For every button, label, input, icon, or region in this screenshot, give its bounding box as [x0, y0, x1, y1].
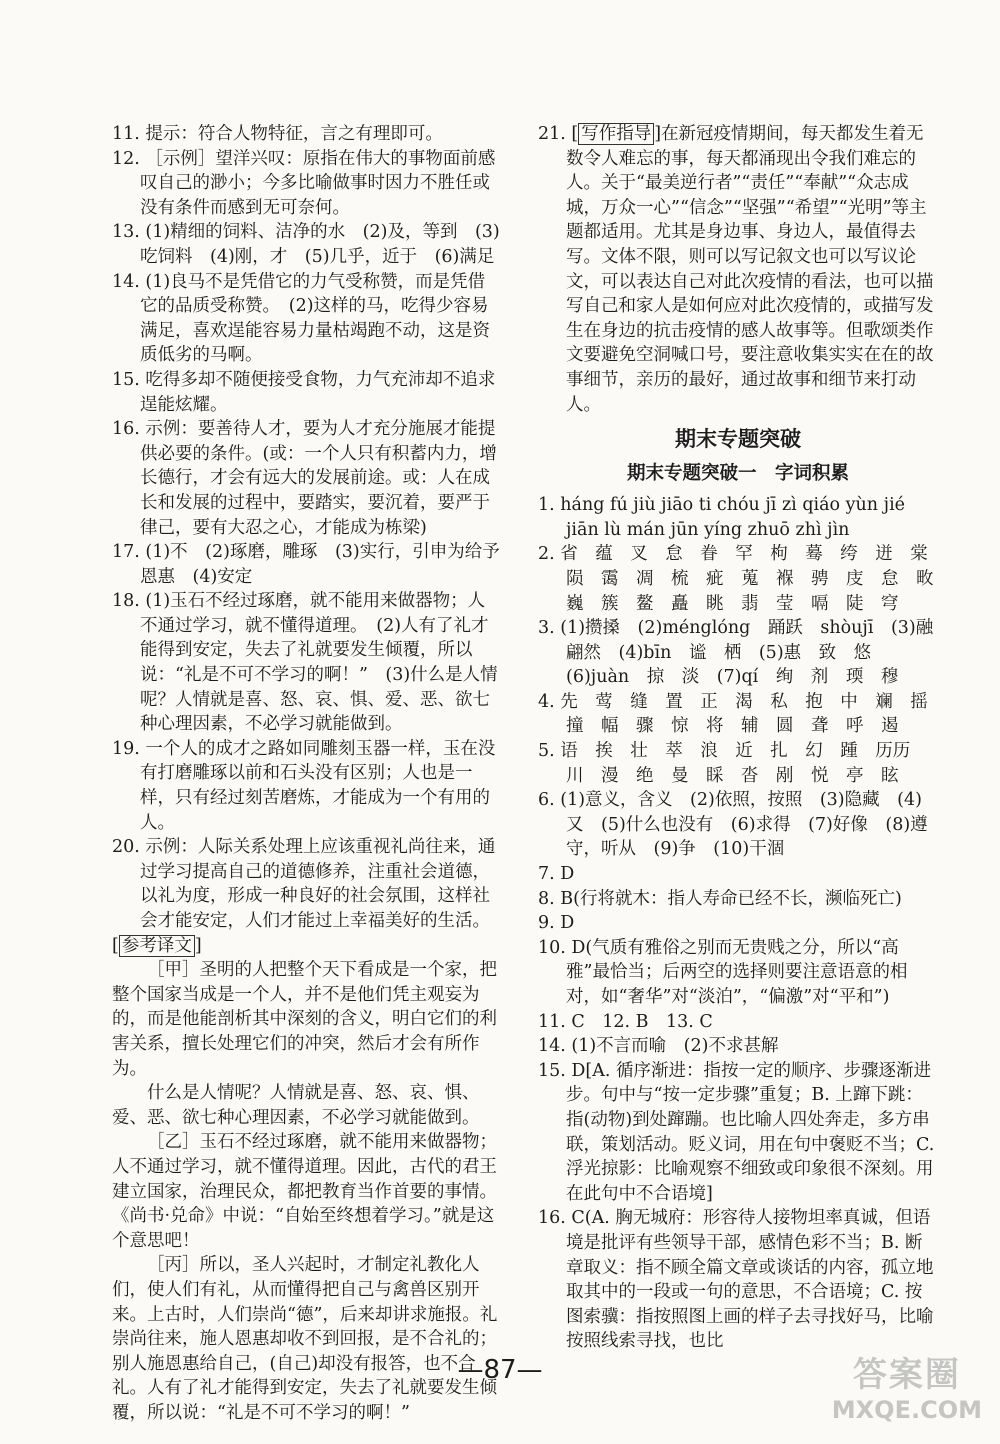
translation-paragraph: ［甲］圣明的人把整个天下看成是一个家，把整个国家当成是一个人，并不是他们凭主观妄为的，而是他能剖析其中深刻的含义，明白它们的利害关系，擅长处理它们的冲突，然后才会有所作为。: [112, 960, 497, 1079]
answer-item: 8. B(行将就木：指人寿命已经不长，濒临死亡): [538, 888, 902, 909]
page-number: —87—: [457, 1355, 543, 1385]
answer-item: 19. 一个人的成才之路如同雕刻玉器一样，玉在没有打磨雕琢以前和石头没有区别；人也是一样，只有经过刻苦磨炼，才能成为一个有用的人。: [112, 738, 496, 833]
answer-item: 14. (1)良马不是凭借它的力气受称赞，而是凭借它的品质受称赞。 (2)这样的马，吃得少容易满足，喜欢逞能容易力量枯竭跑不动，这是资质低劣的马啊。: [112, 271, 490, 366]
answer-item: 12. ［示例］望洋兴叹：原指在伟大的事物面前感叹自己的渺小；今多比喻做事时因力不胜任或没有条件而感到无可奈何。: [112, 148, 496, 218]
answer-item: 7. D: [538, 864, 575, 885]
answer-item: 18. (1)玉石不经过琢磨，就不能用来做器物；人不通过学习，就不懂得道理。 (2)人有了礼才能得到安定，失去了礼就要发生倾覆，所以说：“礼是不可不学习的啊！” (3)什么是人情呢？人情就是喜、怒、哀、惧、爱、恶、欲七种心理因素，不必学习就能做到。: [112, 591, 498, 735]
left-column: [112, 122, 502, 1425]
answer-item: 16. 示例：要善待人才，要为人才充分施展才能提供必要的条件。(或：一个人只有积蓄内力，增长德行，才会有远大的发展前途。或：人在成长和发展的过程中，要踏实，要沉着，要严于律己，要有大忍之心，才能成为栋梁): [112, 419, 497, 538]
section-title: 期末专题突破: [675, 427, 801, 452]
answer-item: 5. 语 挨 壮 萃 浪 近 扎 幻 踵 历历 川 漫 绝 曼 睬 沓 剐 悦 亭 眩: [538, 741, 928, 786]
watermark-url: MXQE.COM: [831, 1396, 982, 1424]
section-subtitle: 期末专题突破一 字词积累: [626, 463, 849, 485]
answer-item: 4. 先 莺 缝 置 正 渴 私 抱 中 斓 摇 撞 幅 骤 惊 将 辅 圆 聋 呼 遏: [538, 691, 946, 737]
translation-paragraph: ［丙］所以，圣人兴起时，才制定礼教化人们，使人们有礼，从而懂得把自己与禽兽区别开来。上古时，人们崇尚“德”，后来却讲求施报。礼崇尚往来，施人恩惠却收不到回报，是不合礼的；别人施恩惠给自己，(自己)却没有报答，也不合礼。人有了礼才能得到安定，失去了礼就要发生倾覆，所以说：“礼是不可不学习的啊！”: [112, 1255, 498, 1423]
translation-paragraph: 什么是人情呢？人情就是喜、怒、哀、惧、爱、恶、欲七种心理因素，不必学习就能做到。: [112, 1083, 480, 1128]
right-column: [538, 122, 951, 1354]
answer-item-21: 21. [ 写作指导 ]在新冠疫情期间，每天都发生着无数令人难忘的事，每天都涌现出令我们难忘的人。关于“最美逆行者”“责任”“奉献”“众志成城，万众一心”“信念”“坚强”“希望”“光明”等主题都适用。尤其是身边事、身边人，最值得去写。文体不限，则可以写记叙文也可以写议论文，可以表达自己对此次疫情的看法，也可以描写自己和家人是如何应对此次疫情的，或描写发生在身边的抗击疫情的感人故事等。但歌颂类作文要避免空洞喊口号，要注意收集实实在在的故事细节，亲历的最好，通过故事和细节来打动人。: [538, 124, 934, 415]
reference-translation-label: 参考译文: [119, 935, 195, 957]
answer-item: 13. (1)精细的饲料、洁净的水 (2)及，等到 (3)吃饲料 (4)刚，才 (5)几乎，近于 (6)满足: [112, 222, 500, 267]
answer-item: 6. (1)意义，含义 (2)依照，按照 (3)隐藏 (4)又 (5)什么也没有 (6)求得 (7)好像 (8)遵守，听从 (9)争 (10)干涸: [538, 790, 928, 860]
answer-item: 17. (1)不 (2)琢磨，雕琢 (3)实行，引申为给予恩惠 (4)安定: [112, 542, 500, 587]
answer-item: 10. D(气质有雅俗之别而无贵贱之分，所以“高雅”最恰当；后两空的选择则要注意语意的相对，如“奢华”对“淡泊”，“偏激”对“平和”): [538, 937, 908, 1007]
answer-item: 15. 吃得多却不随便接受食物，力气充沛却不追求逞能炫耀。: [112, 369, 496, 415]
answer-item: 15. D[A. 循序渐进：指按一定的顺序、步骤逐渐进步。句中与“按一定步骤”重复；B. 上蹿下跳：指(动物)到处蹿蹦。也比喻人四处奔走，多方串联，策划活动。贬义词，用在句中褒贬不当；C. 浮光掠影：比喻观察不细致或印象很不深刻。用在此句中不合语境]: [538, 1060, 935, 1204]
answer-item: 2. 省 蕴 叉 怠 眷 罕 枸 蓦 绔 迸 棠 陨 霭 凋 梳 疵 蒐 褓 骋 庋 怠 畋 巍 簇 鳌 矗 眺 翡 莹 嗝 陡 穹: [538, 544, 951, 614]
answer-item: 11. C 12. B 13. C: [538, 1011, 713, 1032]
writing-guide-label: 写作指导: [578, 123, 654, 145]
answer-item: 11. 提示：符合人物特征，言之有理即可。: [112, 124, 443, 144]
answer-item: 1. háng fú jiù jiāo ti chóu jī zì qiáo yùn jié jiān lù mán jūn yíng zhuō zhì jìn: [538, 495, 906, 540]
watermark-logo-text: 答案圈: [852, 1355, 961, 1395]
answer-item: 16. C(A. 胸无城府：形容待人接物坦率真诚，但语境是批评有些领导干部，感情色彩不当；B. 断章取义：指不顾全篇文章或谈话的内容，孤立地取其中的一段或一句的意思，不合语境；C. 按图索骥：指按照图上画的样子去寻找好马，比喻按照线索寻找，也比: [538, 1208, 934, 1352]
answer-item: 9. D: [538, 913, 575, 934]
writing-guide-text: 在新冠疫情期间，每天都发生着无数令人难忘的事，每天都涌现出令我们难忘的人。关于“最美逆行者”“责任”“奉献”“众志成城，万众一心”“信念”“坚强”“希望”“光明”等主题都适用。尤其是身边事、身边人，最值得去写。文体不限，则可以写记叙文也可以写议论文，可以表达自己对此次疫情的看法，也可以描写自己和家人是如何应对此次疫情的，或描写发生在身边的抗击疫情的感人故事等。但歌颂类作文要避免空洞喊口号，要注意收集实实在在的故事细节，亲历的最好，通过故事和细节来打动人。: [566, 124, 934, 415]
watermark-logo: [832, 1347, 982, 1424]
reference-translation-heading: [ 参考译文 ]: [112, 935, 202, 956]
translation-paragraph: ［乙］玉石不经过琢磨，就不能用来做器物；人不通过学习，就不懂得道理。因此，古代的君王建立国家，治理民众，都把教育当作首要的事情。《尚书·兑命》中说：“自始至终想着学习。”就是这个意思吧！: [112, 1132, 497, 1251]
answer-item: 20. 示例：人际关系处理上应该重视礼尚往来，通过学习提高自己的道德修养，注重社会道德，以礼为度，形成一种良好的社会氛围，这样社会才能安定，人们才能过上幸福美好的生活。: [112, 837, 496, 931]
answer-item: 14. (1)不言而喻 (2)不求甚解: [538, 1036, 779, 1057]
item-number: 21.: [538, 124, 566, 144]
answer-item: 3. (1)攒搡 (2)ménglóng 踊跃 shòujī (3)融 翩然 (4)bīn 谧 栖 (5)惠 致 悠 (6)juàn 掠 淡 (7)qí 绚 剂 瑌 穆: [538, 618, 951, 688]
